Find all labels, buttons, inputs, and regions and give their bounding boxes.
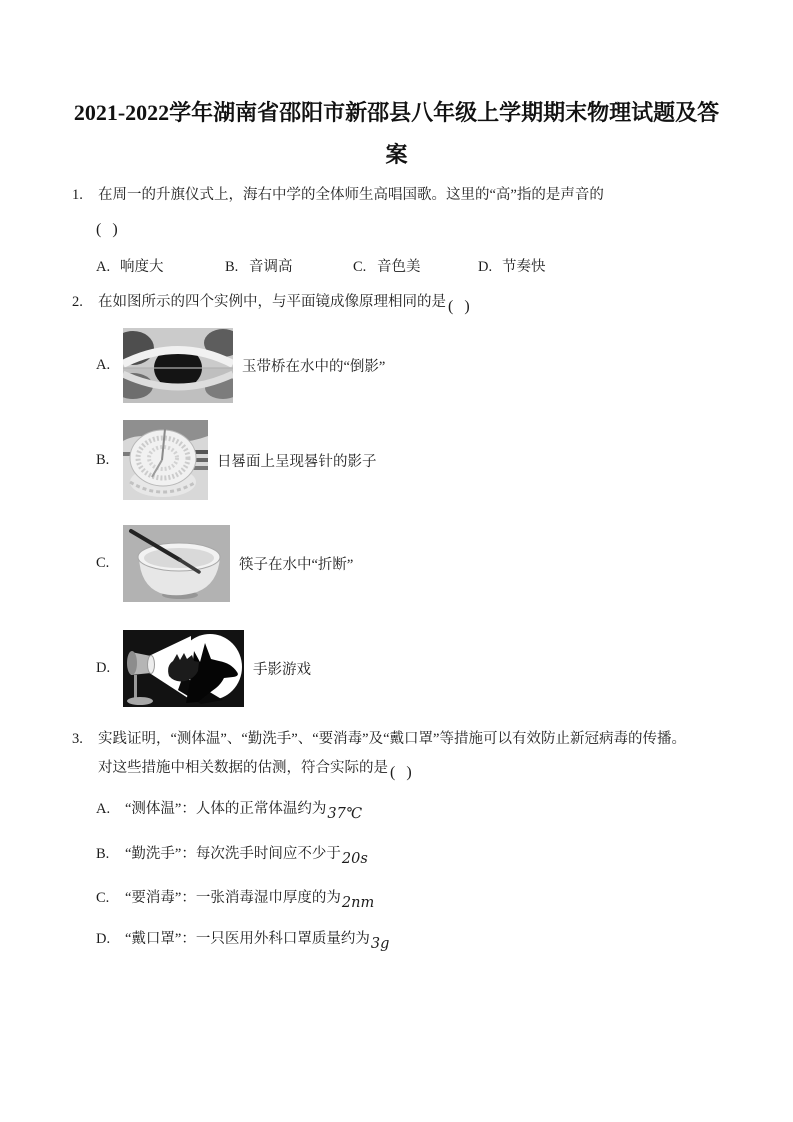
question-3-option-b <box>96 845 368 867</box>
question-1-option-d <box>478 258 546 277</box>
question-3-option-c <box>96 889 375 911</box>
question-3-option-d <box>96 930 390 952</box>
question-1-option-c <box>353 258 478 277</box>
option-d-text: 节奏快 <box>502 259 546 275</box>
bridge-water-reflection-image <box>123 328 233 403</box>
option-c-label: C. <box>96 890 110 906</box>
option-c-text: 音色美 <box>377 259 421 275</box>
question-2-option-b <box>96 420 377 500</box>
option-b-text: 音调高 <box>249 259 293 275</box>
option-b-label: B. <box>96 846 110 862</box>
option-a-label: A. <box>96 259 111 275</box>
question-3-answer-blank: ( ) <box>390 764 413 781</box>
sundial-image <box>123 420 208 500</box>
option-c-label: C. <box>353 259 367 275</box>
option-b-label: B. <box>96 451 110 468</box>
option-c-text: “要消毒”：一张消毒湿巾厚度的为 <box>125 890 341 906</box>
hand-shadow-lamp-image <box>123 630 244 707</box>
option-b-text: “勤洗手”：每次洗手时间应不少于 <box>125 846 341 862</box>
option-c-value: 2nm <box>341 895 375 911</box>
option-a-caption: 玉带桥在水中的“倒影” <box>242 359 386 375</box>
page-title <box>30 92 763 176</box>
question-1-text: 在周一的升旗仪式上，海右中学的全体师生高唱国歌。这里的“高”指的是声音的 <box>98 187 604 203</box>
option-c-caption: 筷子在水中“折断” <box>239 557 354 573</box>
question-1-stem <box>72 186 604 205</box>
option-d-label: D. <box>96 660 111 676</box>
question-1-answer-blank: ( ) <box>96 221 119 238</box>
option-a-label: A. <box>96 801 111 817</box>
option-a-value: 37℃ <box>327 806 363 822</box>
option-a-label: A. <box>96 357 111 373</box>
option-a-text: 响度大 <box>120 259 164 275</box>
question-2-option-d <box>96 630 311 707</box>
question-2-option-a <box>96 328 385 403</box>
question-2-text: 在如图所示的四个实例中，与平面镜成像原理相同的是 <box>98 294 446 310</box>
question-3-number: 3. <box>72 731 83 747</box>
option-d-value: 3g <box>370 936 390 952</box>
question-2-stem <box>72 292 471 315</box>
question-3-stem-line-2 <box>98 758 413 781</box>
option-d-caption: 手影游戏 <box>253 662 311 678</box>
question-2-answer-blank: ( ) <box>448 298 471 315</box>
question-3-text-line-2: 对这些措施中相关数据的估测，符合实际的是 <box>98 760 388 776</box>
question-1-option-a <box>96 258 225 277</box>
question-3-stem-line-1 <box>72 730 686 749</box>
page-title-line-1: 2021-2022学年湖南省邵阳市新邵县八年级上学期期末物理试题及答 <box>73 100 720 125</box>
question-1-number: 1. <box>72 187 83 203</box>
question-3-text-line-1: 实践证明，“测体温”、“勤洗手”、“要消毒”及“戴口罩”等措施可以有效防止新冠病毒的传播。 <box>98 731 686 747</box>
question-1-option-b <box>225 258 353 277</box>
question-1-options <box>96 258 546 277</box>
option-b-value: 20s <box>341 851 368 867</box>
question-3-option-a <box>96 800 363 822</box>
option-a-text: “测体温”：人体的正常体温约为 <box>125 801 327 817</box>
option-d-text: “戴口罩”：一只医用外科口罩质量约为 <box>125 931 370 947</box>
question-2-number: 2. <box>72 294 83 310</box>
option-d-label: D. <box>96 931 111 947</box>
page-title-line-2: 案 <box>385 142 408 167</box>
option-b-caption: 日晷面上呈现晷针的影子 <box>217 453 377 470</box>
chopstick-in-bowl-image <box>123 525 230 602</box>
option-b-label: B. <box>225 259 239 275</box>
question-2-option-c <box>96 525 353 602</box>
option-c-label: C. <box>96 555 110 571</box>
option-d-label: D. <box>478 259 493 275</box>
